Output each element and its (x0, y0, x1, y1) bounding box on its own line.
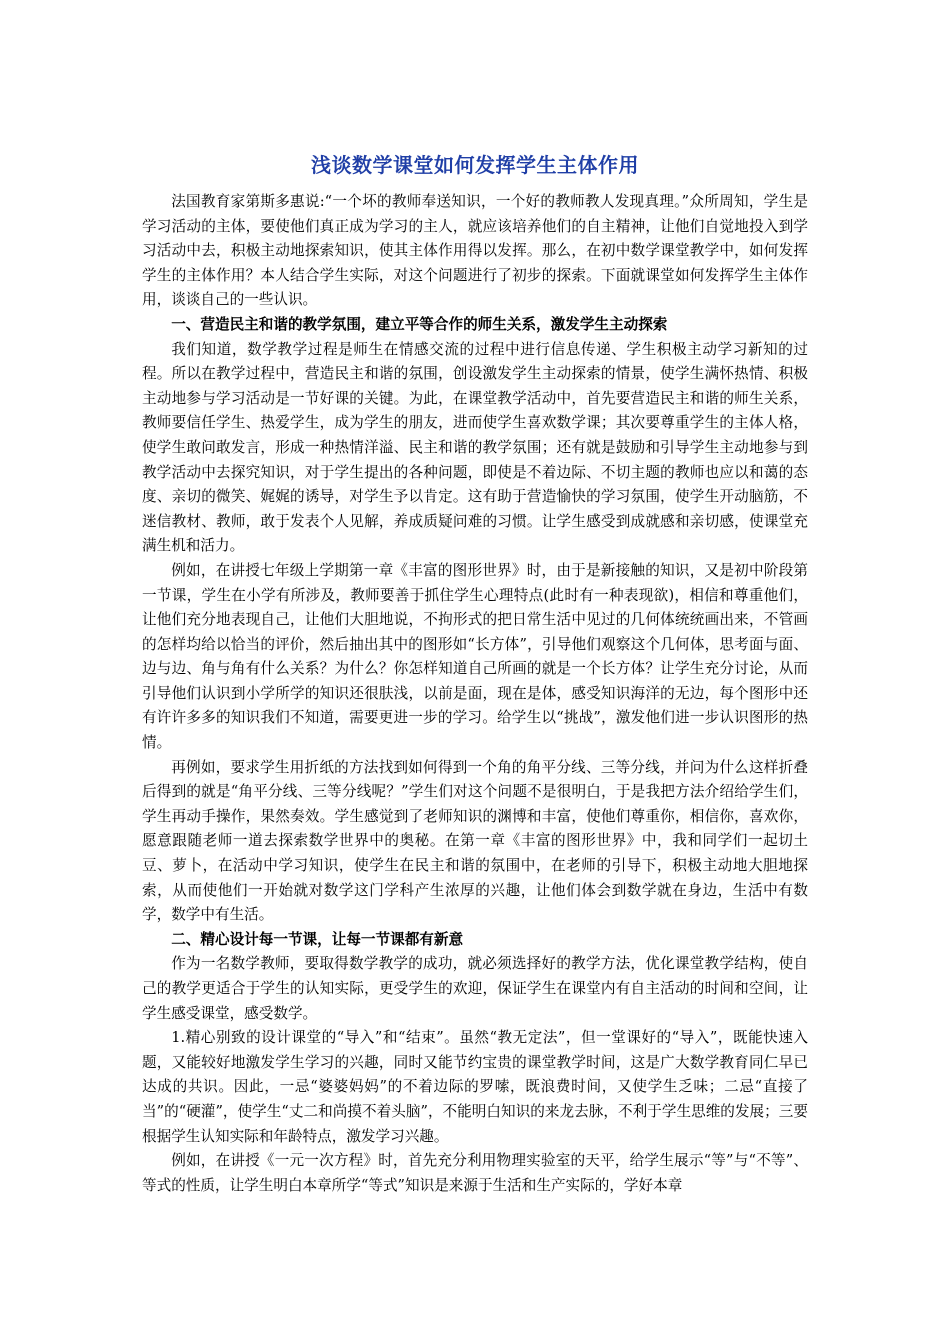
paragraph-example-1: 例如，在讲授七年级上学期第一章《丰富的图形世界》时，由于是新接触的知识，又是初中阶段第一节课，学生在小学有所涉及，教师要善于抓住学生心理特点(此时有一种表现欲)，相信和尊重他们，让他们充分地表现自己，让他们大胆地说，不拘形式的把日常生活中见过的几何体统统画出来，不管画的怎样均给以恰当的评价，然后抽出其中的图形如“长方体”，引导他们观察这个几何体，思考面与面、边与边、角与角有什么关系？为什么？你怎样知道自己所画的就是一个长方体？让学生充分讨论，从而引导他们认识到小学所学的知识还很肤浅，以前是面，现在是体，感受知识海洋的无边，每个图形中还有许许多多的知识我们不知道，需要更进一步的学习。给学生以“挑战”，激发他们进一步认识图形的热情。 (142, 561, 808, 752)
document-page (142, 150, 808, 1198)
paragraph-example-3: 例如，在讲授《一元一次方程》时，首先充分利用物理实验室的天平，给学生展示“等”与“不等”、等式的性质，让学生明白本章所学“等式”知识是来源于生活和生产实际的，学好本章 (142, 1152, 808, 1194)
document-body (142, 190, 808, 1198)
section-heading-2: 二、精心设计每一节课，让每一节课都有新意 (171, 930, 464, 948)
paragraph-example-2: 再例如，要求学生用折纸的方法找到如何得到一个角的角平分线、三等分线，并问为什么这样折叠后得到的就是“角平分线、三等分线呢？”学生们对这个问题不是很明白，于是我把方法介绍给学生们，学生再动手操作，果然奏效。学生感觉到了老师知识的渊博和丰富，使他们尊重你，相信你，喜欢你，愿意跟随老师一道去探索数学世界中的奥秘。在第一章《丰富的图形世界》中，我和同学们一起切土豆、萝卜，在活动中学习知识，使学生在民主和谐的氛围中，在老师的引导下，积极主动地大胆地探索，从而使他们一开始就对数学这门学科产生浓厚的兴趣，让他们体会到数学就在身边，生活中有数学，数学中有生活。 (142, 758, 808, 924)
paragraph-point-1: 1.精心别致的设计课堂的“导入”和“结束”。虽然“教无定法”，但一堂课好的“导入”，既能快速入题，又能较好地激发学生学习的兴趣，同时又能节约宝贵的课堂教学时间，这是广大数学教育同仁早已达成的共识。因此，一忌“婆婆妈妈”的不着边际的罗嗦，既浪费时间，又使学生乏味；二忌“直接了当”的“硬灌”，使学生“丈二和尚摸不着头脑”，不能明白知识的来龙去脉，不利于学生思维的发展；三要根据学生认知实际和年龄特点，激发学习兴趣。 (142, 1029, 808, 1145)
paragraph-intro: 法国教育家第斯多惠说:“一个坏的教师奉送知识，一个好的教师教人发现真理。”众所周知，学生是学习活动的主体，要使他们真正成为学习的主人，就应该培养他们的自主精神，让他们自觉地投入到学习活动中去，积极主动地探索知识，使其主体作用得以发挥。那么，在初中数学课堂教学中，如何发挥学生的主体作用？本人结合学生实际，对这个问题进行了初步的探索。下面就课堂如何发挥学生主体作用，谈谈自己的一些认识。 (142, 193, 808, 309)
paragraph-section1-body: 我们知道，数学教学过程是师生在情感交流的过程中进行信息传递、学生积极主动学习新知的过程。所以在教学过程中，营造民主和谐的氛围，创设激发学生主动探索的情景，使学生满怀热情、积极主动地参与学习活动是一节好课的关键。为此，在课堂教学活动中，首先要营造民主和谐的师生关系，教师要信任学生、热爱学生，成为学生的朋友，进而使学生喜欢数学课；其次要尊重学生的主体人格，使学生敢问敢发言，形成一种热情洋溢、民主和谐的教学氛围；还有就是鼓励和引导学生主动地参与到教学活动中去探究知识，对于学生提出的各种问题，即使是不着边际、不切主题的教师也应以和蔼的态度、亲切的微笑、娓娓的诱导，对学生予以肯定。这有助于营造愉快的学习氛围，使学生开动脑筋，不迷信教材、教师，敢于发表个人见解，养成质疑问难的习惯。让学生感受到成就感和亲切感，使课堂充满生机和活力。 (142, 340, 808, 555)
document-title: 浅谈数学课堂如何发挥学生主体作用 (311, 153, 639, 177)
paragraph-section2-intro: 作为一名数学教师，要取得数学教学的成功，就必须选择好的教学方法，优化课堂教学结构，使自己的教学更适合于学生的认知实际，更受学生的欢迎，保证学生在课堂内有自主活动的时间和空间，让学生感受课堂，感受数学。 (142, 955, 808, 1022)
section-heading-1: 一、营造民主和谐的教学氛围，建立平等合作的师生关系，激发学生主动探索 (171, 315, 668, 333)
